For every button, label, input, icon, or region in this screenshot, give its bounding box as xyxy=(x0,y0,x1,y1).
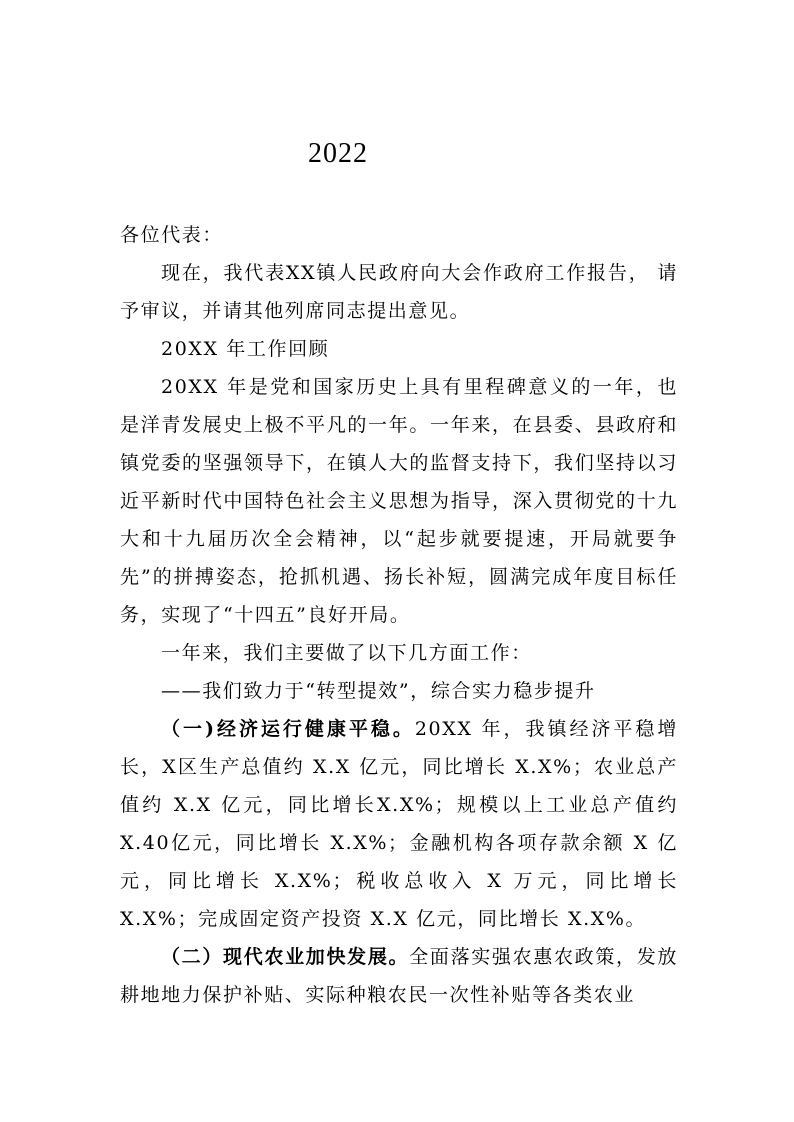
agriculture-paragraph xyxy=(120,938,678,1014)
review-paragraph: 20XX 年是党和国家历史上具有里程碑意义的一年，也是洋青发展史上极不平凡的一年。一年来，在县委、县政府和镇党委的坚强领导下，在镇人大的监督支持下，我们坚持以习近平新时代中国特色社会主义思想为指导，深入贯彻党的十九大和十九届历次全会精神，以“起步就要提速，开局就要争先”的拼搏姿态，抢抓机遇、扬长补短，圆满完成年度目标任务，实现了“十四五”良好开局。 xyxy=(120,376,678,626)
work-intro-paragraph: 一年来，我们主要做了以下几方面工作： xyxy=(161,642,532,664)
economy-paragraph-lead: （一)经济运行健康平稳。 xyxy=(161,718,415,740)
section-heading-review: 20XX 年工作回顾 xyxy=(161,338,330,360)
opening-paragraph: 现在，我代表XX镇人民政府向大会作政府工作报告， 请予审议，并请其他列席同志提出意见。 xyxy=(120,262,678,322)
subsection-heading-transformation: ——我们致力于“转型提效”，综合实力稳步提升 xyxy=(161,680,596,702)
economy-paragraph xyxy=(120,710,678,938)
salutation: 各位代表： xyxy=(120,224,224,246)
agriculture-paragraph-lead: （二）现代农业加快发展。 xyxy=(161,946,410,968)
economy-paragraph-text: 20XX 年，我镇经济平稳增长，X区生产总值约 X.X 亿元，同比增长 X.X%；农业总产值约 X.X 亿元，同比增长X.X%；规模以上工业总产值约X.40亿元，同比增长 X.X%；金融机构各项存款余额 X 亿元，同比增长 X.X%；税收总收入 X 万元，同比增长 X.X%；完成固定资产投资 X.X 亿元，同比增长 X.X%。 xyxy=(120,718,678,930)
agriculture-paragraph-text: 全面落实强农惠农政策，发放耕地地力保护补贴、实际种粮农民一次性补贴等各类农业 xyxy=(120,946,678,1006)
document-title: 2022 xyxy=(308,138,368,169)
document-body xyxy=(120,216,678,1014)
